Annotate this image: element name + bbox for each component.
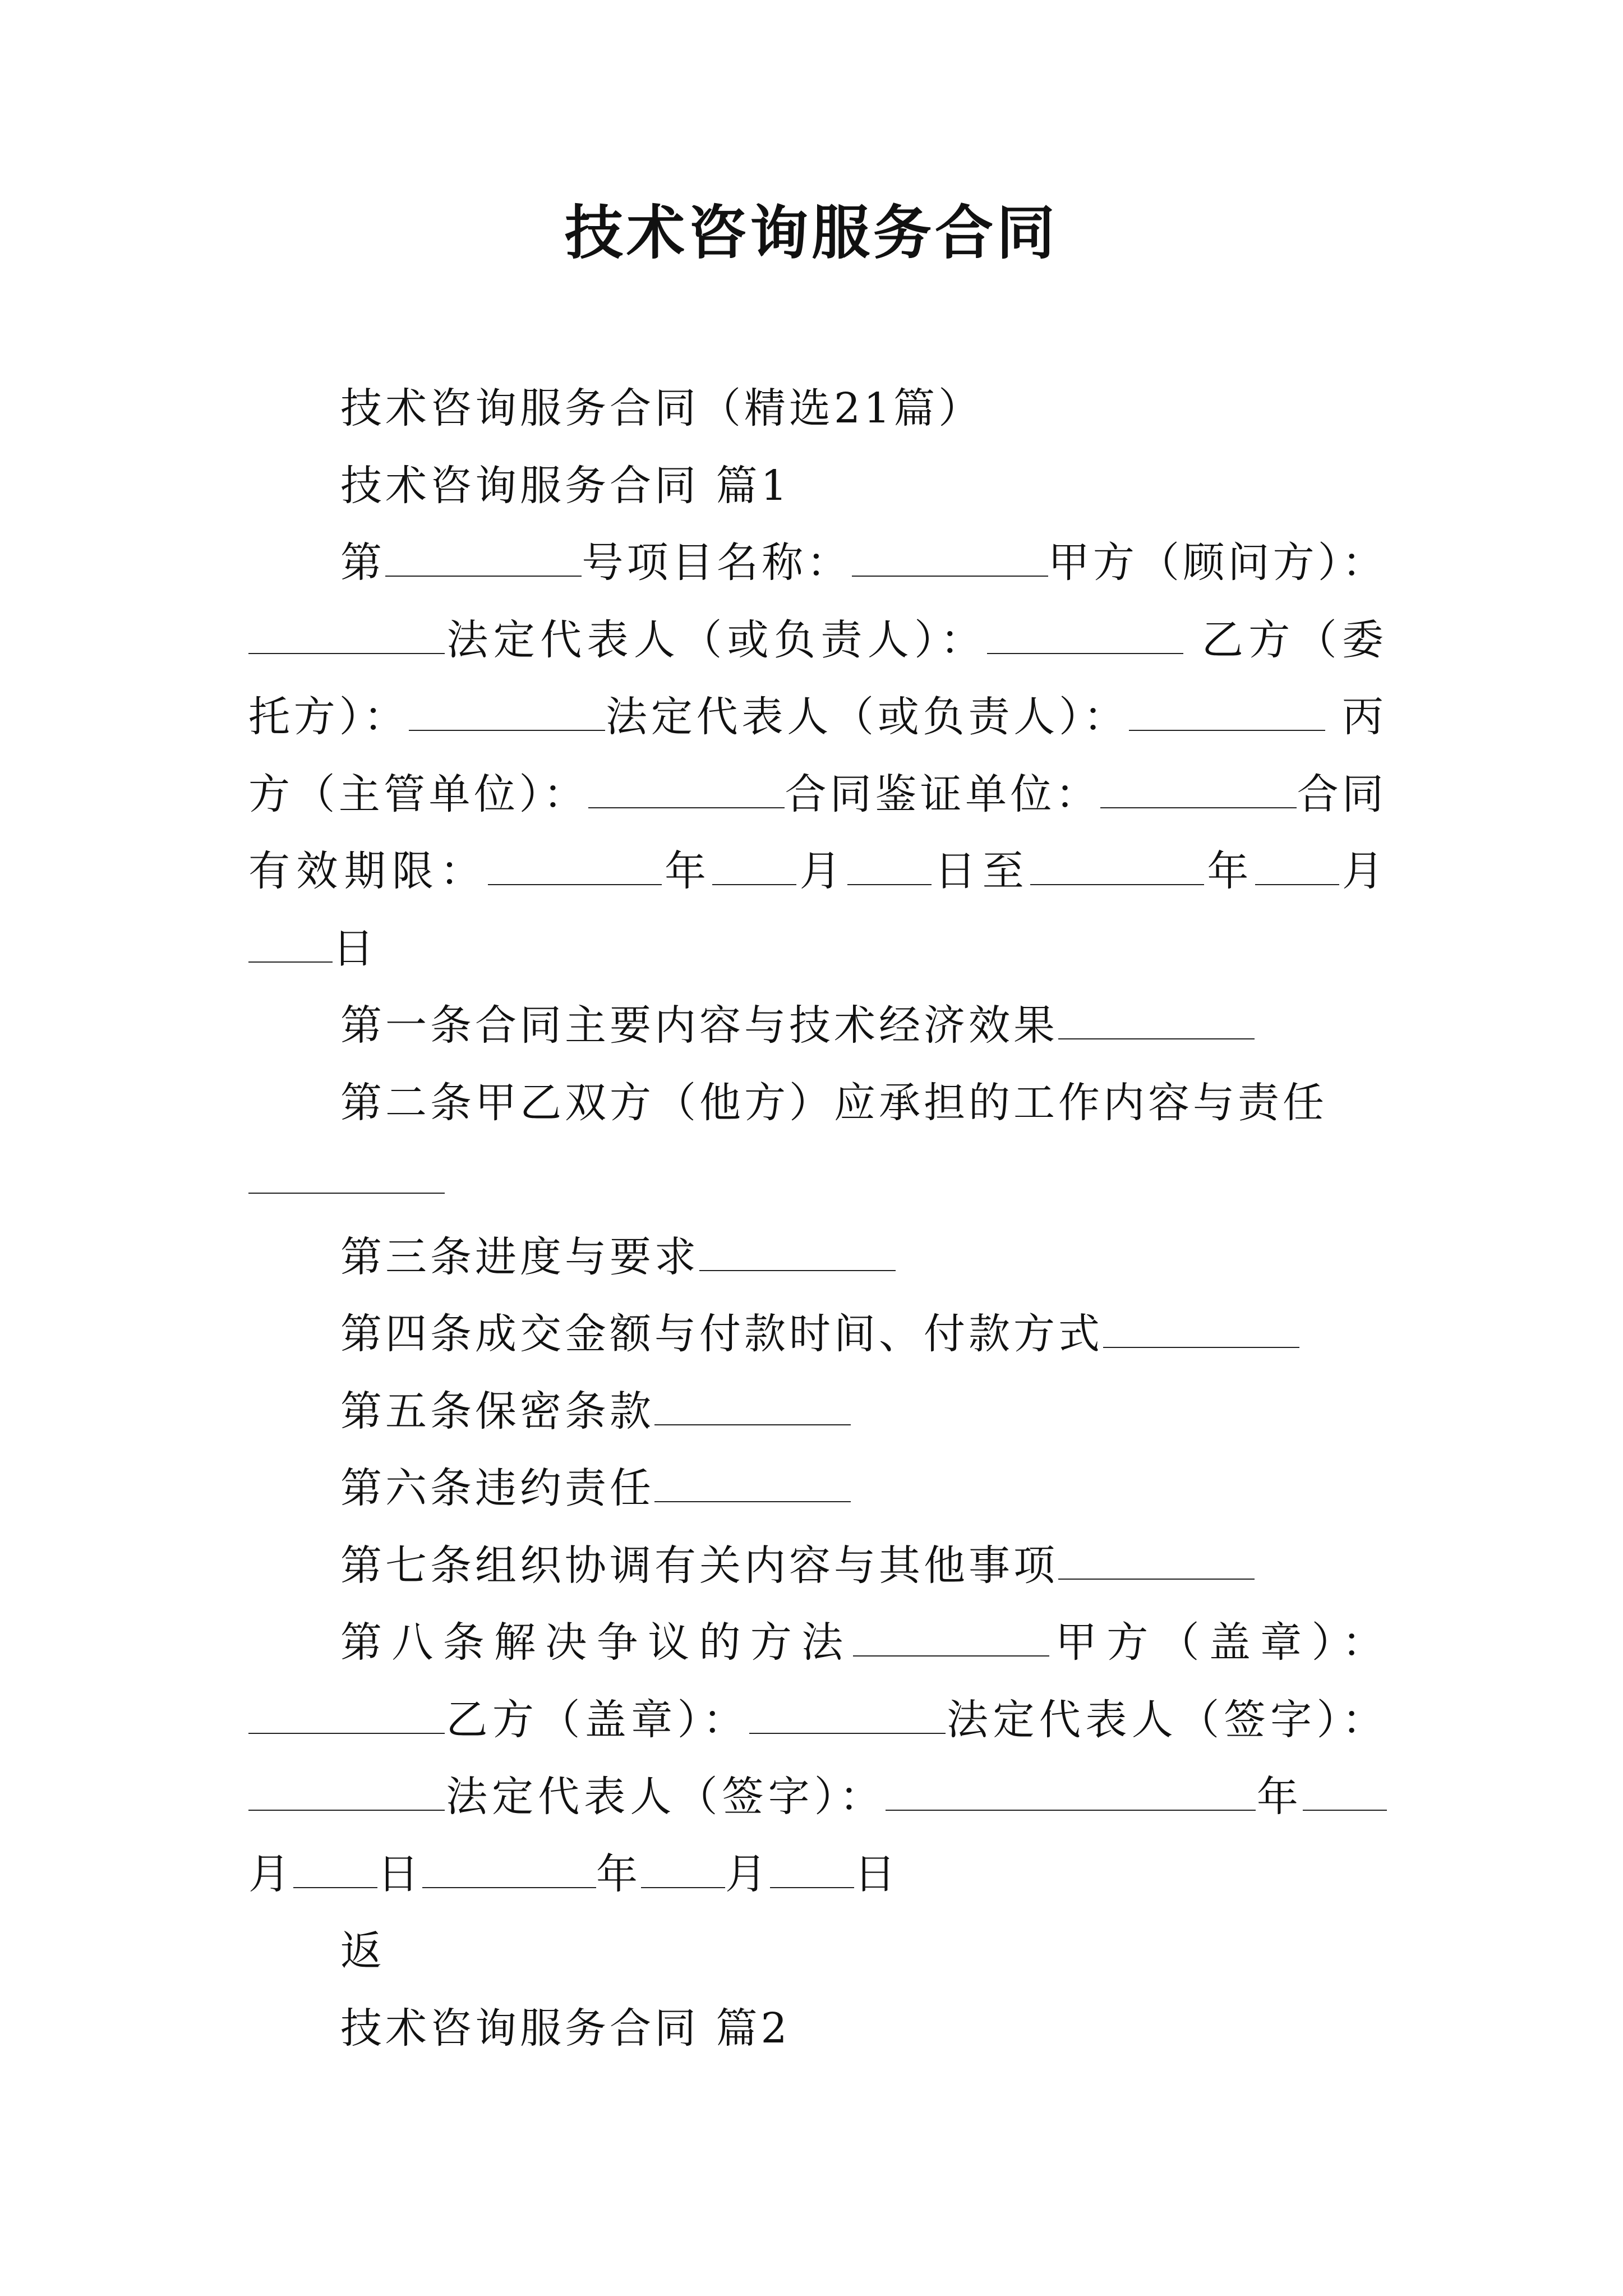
blank-field[interactable] <box>654 1462 851 1502</box>
header-text: 第 <box>340 539 386 587</box>
signature-text: 第八条解决争议的方法 <box>340 1618 853 1667</box>
header-text: 合同鉴证单位： <box>785 770 1101 818</box>
header-text: 合同有效期限： <box>248 770 1387 895</box>
part2-heading: 技术咨询服务合同 篇2 <box>340 2004 791 2053</box>
blank-field[interactable] <box>712 845 796 885</box>
blank-field[interactable] <box>699 1230 896 1271</box>
clause-7 <box>248 1527 1387 1605</box>
header-text: 号项目名称： <box>582 539 852 587</box>
signature-text: 年 <box>1255 1773 1303 1821</box>
header-text: 法定代表人（或负责人）： <box>605 693 1129 741</box>
header-text: 日至 <box>932 847 1031 895</box>
signature-text: 日 <box>377 1849 422 1898</box>
blank-field[interactable] <box>886 1770 1256 1811</box>
clause-text: 第三条进度与要求 <box>340 1232 699 1281</box>
header-text: 月 <box>796 847 848 895</box>
blank-field[interactable] <box>1129 691 1325 731</box>
header-text: 年 <box>1204 847 1255 895</box>
header-text: 月 <box>1339 847 1387 895</box>
header-text: 甲方（顾问方）： <box>1048 539 1387 587</box>
signature-text: 年 <box>596 1849 641 1898</box>
signature-text: 甲方（盖章）： <box>1049 1618 1387 1667</box>
blank-field[interactable] <box>248 1770 445 1811</box>
document-subtitle: 技术咨询服务合同（精选21篇） <box>340 384 984 432</box>
signature-text: 乙方（盖章）： <box>445 1695 749 1744</box>
clause-2-blank-line <box>248 1142 1387 1219</box>
header-text: 法定代表人（或负责人）： <box>445 615 987 664</box>
blank-field[interactable] <box>409 691 605 731</box>
clause-1 <box>248 987 1387 1065</box>
clause-text: 第六条违约责任 <box>340 1464 654 1512</box>
signature-text: 法定代表人（签字）： <box>945 1695 1387 1744</box>
header-text: 乙方（委托方）： <box>248 615 1387 741</box>
clause-text: 第四条成交金额与付款时间、付款方式 <box>340 1310 1103 1358</box>
blank-field[interactable] <box>248 613 445 654</box>
header-text: 日 <box>333 924 377 973</box>
blank-field[interactable] <box>1058 1539 1255 1579</box>
signature-text: 法定代表人（签字）： <box>445 1773 886 1821</box>
blank-field[interactable] <box>987 613 1183 654</box>
blank-field[interactable] <box>1100 767 1297 808</box>
clause-5 <box>248 1373 1387 1451</box>
blank-field[interactable] <box>248 1693 445 1733</box>
blank-field[interactable] <box>422 1847 596 1888</box>
clause-text: 第一条合同主要内容与技术经济效果 <box>340 1001 1058 1050</box>
clause-2 <box>248 1065 1387 1142</box>
clause-4 <box>248 1296 1387 1373</box>
blank-field[interactable] <box>1058 999 1255 1039</box>
blank-field[interactable] <box>847 845 932 885</box>
document-title: 技术咨询服务合同 <box>564 198 1058 267</box>
contract-header-block <box>248 524 1387 987</box>
blank-field[interactable] <box>852 536 1048 577</box>
blank-field[interactable] <box>654 1384 851 1425</box>
blank-field[interactable] <box>1030 845 1204 885</box>
clause-3 <box>248 1219 1387 1296</box>
clause-6 <box>248 1450 1387 1527</box>
header-text: 年 <box>661 847 713 895</box>
clause-text: 第七条组织协调有关内容与其他事项 <box>340 1541 1058 1590</box>
blank-field[interactable] <box>248 1153 445 1194</box>
blank-field[interactable] <box>293 1847 377 1888</box>
signature-text: 月 <box>248 1849 293 1898</box>
part1-heading: 技术咨询服务合同 篇1 <box>340 461 791 510</box>
blank-field[interactable] <box>488 845 662 885</box>
document-body <box>248 370 1387 2067</box>
clause-text: 第二条甲乙双方（他方）应承担的工作内容与责任 <box>340 1078 1327 1127</box>
blank-field[interactable] <box>641 1847 725 1888</box>
blank-field[interactable] <box>1255 845 1339 885</box>
blank-field[interactable] <box>1103 1308 1299 1348</box>
header-text: 丙方（主管单位）： <box>248 693 1387 818</box>
return-text: 返 <box>340 1927 385 1975</box>
blank-field[interactable] <box>385 536 582 577</box>
clause-text: 第五条保密条款 <box>340 1387 654 1435</box>
blank-field[interactable] <box>588 767 785 808</box>
blank-field[interactable] <box>853 1616 1049 1657</box>
signature-text: 月 <box>725 1849 770 1898</box>
signature-block <box>248 1604 1387 1913</box>
blank-field[interactable] <box>248 922 333 962</box>
blank-field[interactable] <box>749 1693 946 1733</box>
blank-field[interactable] <box>1303 1770 1387 1811</box>
signature-text: 日 <box>854 1849 899 1898</box>
blank-field[interactable] <box>770 1847 854 1888</box>
